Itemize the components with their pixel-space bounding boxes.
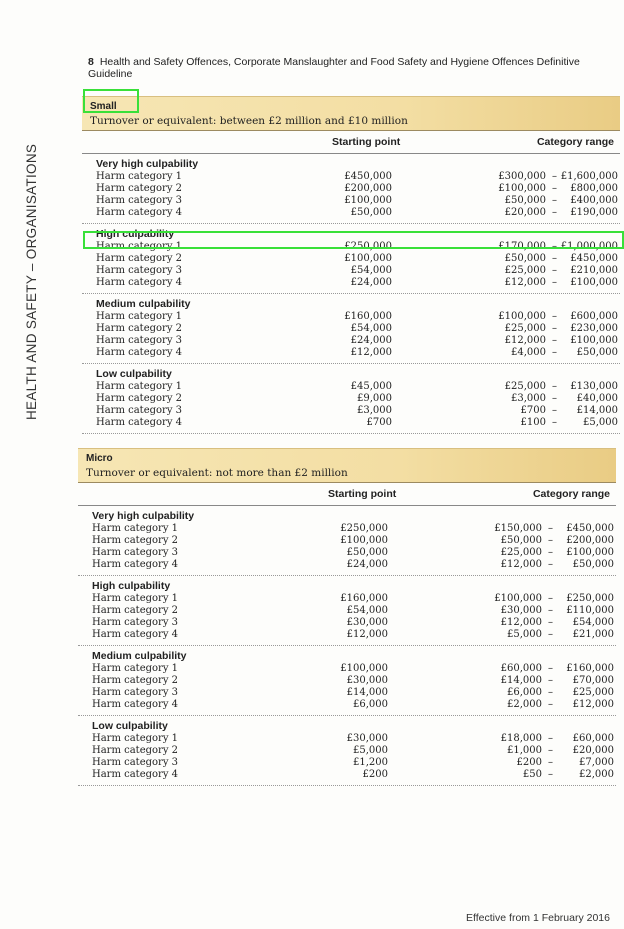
range-dash: – — [548, 523, 553, 534]
harm-category-label: Harm category 2 — [96, 183, 183, 194]
range-high-value: £25,000 — [572, 687, 614, 698]
range-dash: – — [552, 265, 557, 276]
range-high-value: £60,000 — [572, 733, 614, 744]
table-row — [78, 769, 616, 781]
column-header-row — [78, 483, 616, 506]
harm-category-label: Harm category 4 — [92, 629, 179, 640]
culpability-group — [82, 224, 620, 294]
range-high-value: £600,000 — [570, 311, 618, 322]
starting-point-value: £160,000 — [340, 593, 388, 604]
range-high-value: £14,000 — [576, 405, 618, 416]
culpability-title: Very high culpability — [92, 510, 195, 522]
culpability-title: High culpability — [96, 228, 175, 240]
range-low-value: £12,000 — [500, 617, 542, 628]
range-high-value: £450,000 — [566, 523, 614, 534]
starting-point-value: £54,000 — [350, 265, 392, 276]
starting-point-value: £160,000 — [344, 311, 392, 322]
range-dash: – — [548, 593, 553, 604]
range-low-value: £25,000 — [504, 265, 546, 276]
range-high-value: £100,000 — [566, 547, 614, 558]
harm-category-label: Harm category 1 — [96, 311, 183, 322]
starting-point-value: £200,000 — [344, 183, 392, 194]
small-organisation-table — [82, 96, 620, 434]
starting-point-value: £50,000 — [350, 207, 392, 218]
range-low-value: £150,000 — [494, 523, 542, 534]
harm-category-label: Harm category 4 — [96, 277, 183, 288]
range-low-value: £50,000 — [500, 535, 542, 546]
turnover-text: Turnover or equivalent: not more than £2 million — [86, 467, 348, 479]
page-number: 8 — [88, 56, 94, 68]
range-low-value: £300,000 — [498, 171, 546, 182]
range-low-value: £100,000 — [498, 183, 546, 194]
starting-point-value: £100,000 — [344, 253, 392, 264]
range-dash: – — [548, 769, 553, 780]
table-row — [82, 381, 620, 393]
range-low-value: £50,000 — [504, 195, 546, 206]
range-low-value: £3,000 — [511, 393, 546, 404]
range-dash: – — [548, 663, 553, 674]
harm-category-label: Harm category 3 — [92, 757, 179, 768]
starting-point-value: £200 — [362, 769, 388, 780]
harm-category-label: Harm category 1 — [96, 171, 183, 182]
harm-category-label: Harm category 1 — [92, 733, 179, 744]
table-row — [78, 745, 616, 757]
range-dash: – — [548, 605, 553, 616]
starting-point-value: £45,000 — [350, 381, 392, 392]
range-high-value: £160,000 — [566, 663, 614, 674]
harm-category-label: Harm category 2 — [96, 253, 183, 264]
range-low-value: £60,000 — [500, 663, 542, 674]
harm-category-label: Harm category 1 — [92, 593, 179, 604]
range-dash: – — [552, 241, 557, 252]
range-high-value: £54,000 — [572, 617, 614, 628]
table-row — [82, 323, 620, 335]
table-row — [78, 757, 616, 769]
harm-category-label: Harm category 2 — [96, 393, 183, 404]
culpability-group — [78, 716, 616, 786]
range-high-value: £130,000 — [570, 381, 618, 392]
range-low-value: £20,000 — [504, 207, 546, 218]
starting-point-value: £24,000 — [350, 277, 392, 288]
range-dash: – — [552, 171, 557, 182]
size-band — [78, 448, 616, 483]
range-low-value: £14,000 — [500, 675, 542, 686]
harm-category-label: Harm category 2 — [92, 535, 179, 546]
table-row — [78, 535, 616, 547]
range-dash: – — [548, 699, 553, 710]
starting-point-value: £30,000 — [346, 617, 388, 628]
harm-category-label: Harm category 4 — [96, 207, 183, 218]
range-low-value: £25,000 — [504, 381, 546, 392]
range-dash: – — [548, 559, 553, 570]
range-dash: – — [552, 405, 557, 416]
range-high-value: £21,000 — [572, 629, 614, 640]
starting-point-value: £100,000 — [344, 195, 392, 206]
starting-point-value: £9,000 — [357, 393, 392, 404]
harm-category-label: Harm category 2 — [96, 323, 183, 334]
starting-point-value: £700 — [366, 417, 392, 428]
range-high-value: £110,000 — [566, 605, 614, 616]
side-section-label: HEALTH AND SAFETY – ORGANISATIONS — [24, 143, 39, 420]
starting-point-value: £30,000 — [346, 733, 388, 744]
range-low-value: £200 — [516, 757, 542, 768]
range-low-value: £12,000 — [504, 335, 546, 346]
table-row — [78, 663, 616, 675]
table-row — [82, 311, 620, 323]
harm-category-label: Harm category 3 — [92, 687, 179, 698]
table-row — [82, 393, 620, 405]
range-dash: – — [552, 311, 557, 322]
range-dash: – — [552, 381, 557, 392]
range-low-value: £2,000 — [507, 699, 542, 710]
table-row — [78, 547, 616, 559]
range-high-value: £800,000 — [570, 183, 618, 194]
starting-point-value: £450,000 — [344, 171, 392, 182]
range-dash: – — [548, 535, 553, 546]
table-row — [82, 253, 620, 265]
table-row — [82, 171, 620, 183]
range-high-value: £400,000 — [570, 195, 618, 206]
page-header — [88, 56, 624, 80]
culpability-group — [78, 506, 616, 576]
range-low-value: £100,000 — [494, 593, 542, 604]
size-band — [82, 96, 620, 131]
range-low-value: £50 — [522, 769, 542, 780]
starting-point-value: £100,000 — [340, 535, 388, 546]
starting-point-value: £3,000 — [357, 405, 392, 416]
harm-category-label: Harm category 2 — [92, 745, 179, 756]
table-row — [82, 207, 620, 219]
range-high-value: £1,000,000 — [560, 241, 618, 252]
culpability-title: Low culpability — [92, 720, 168, 732]
harm-category-label: Harm category 3 — [92, 547, 179, 558]
culpability-title: Medium culpability — [92, 650, 187, 662]
table-row — [82, 183, 620, 195]
range-dash: – — [552, 347, 557, 358]
table-row — [78, 523, 616, 535]
table-row — [82, 277, 620, 289]
turnover-text: Turnover or equivalent: between £2 million and £10 million — [90, 115, 408, 127]
range-low-value: £30,000 — [500, 605, 542, 616]
range-high-value: £50,000 — [576, 347, 618, 358]
starting-point-value: £12,000 — [350, 347, 392, 358]
table-row — [78, 629, 616, 641]
culpability-group — [82, 154, 620, 224]
table-row — [78, 675, 616, 687]
range-high-value: £12,000 — [572, 699, 614, 710]
range-high-value: £210,000 — [570, 265, 618, 276]
range-high-value: £190,000 — [570, 207, 618, 218]
range-dash: – — [548, 547, 553, 558]
effective-date-footer: Effective from 1 February 2016 — [466, 912, 610, 924]
range-dash: – — [552, 253, 557, 264]
range-dash: – — [548, 629, 553, 640]
harm-category-label: Harm category 1 — [96, 241, 183, 252]
range-low-value: £18,000 — [500, 733, 542, 744]
range-low-value: £1,000 — [507, 745, 542, 756]
harm-category-label: Harm category 4 — [92, 769, 179, 780]
harm-category-label: Harm category 2 — [92, 605, 179, 616]
starting-point-value: £6,000 — [353, 699, 388, 710]
table-row — [78, 733, 616, 745]
guideline-title: Health and Safety Offences, Corporate Manslaughter and Food Safety and Hygiene Offences Definitive Guideline — [88, 56, 580, 80]
range-high-value: £40,000 — [576, 393, 618, 404]
size-title: Micro — [86, 453, 113, 464]
range-low-value: £12,000 — [504, 277, 546, 288]
table-row — [82, 241, 620, 253]
range-high-value: £250,000 — [566, 593, 614, 604]
range-low-value: £50,000 — [504, 253, 546, 264]
range-high-value: £20,000 — [572, 745, 614, 756]
range-high-value: £70,000 — [572, 675, 614, 686]
starting-point-value: £54,000 — [350, 323, 392, 334]
table-row — [78, 617, 616, 629]
table-row — [78, 559, 616, 571]
range-low-value: £100 — [520, 417, 546, 428]
range-dash: – — [552, 207, 557, 218]
range-high-value: £100,000 — [570, 277, 618, 288]
range-low-value: £700 — [520, 405, 546, 416]
range-high-value: £1,600,000 — [560, 171, 618, 182]
range-low-value: £25,000 — [500, 547, 542, 558]
micro-organisation-table — [78, 448, 616, 786]
culpability-title: Low culpability — [96, 368, 172, 380]
culpability-group — [78, 576, 616, 646]
starting-point-value: £24,000 — [350, 335, 392, 346]
starting-point-value: £14,000 — [346, 687, 388, 698]
range-low-value: £25,000 — [504, 323, 546, 334]
range-low-value: £100,000 — [498, 311, 546, 322]
range-low-value: £170,000 — [498, 241, 546, 252]
table-row — [82, 335, 620, 347]
starting-point-value: £12,000 — [346, 629, 388, 640]
starting-point-header: Starting point — [332, 136, 401, 148]
harm-category-label: Harm category 1 — [96, 381, 183, 392]
harm-category-label: Harm category 4 — [92, 699, 179, 710]
table-row — [82, 195, 620, 207]
culpability-title: Medium culpability — [96, 298, 191, 310]
range-dash: – — [552, 335, 557, 346]
range-high-value: £2,000 — [579, 769, 614, 780]
range-high-value: £200,000 — [566, 535, 614, 546]
starting-point-value: £5,000 — [353, 745, 388, 756]
starting-point-value: £30,000 — [346, 675, 388, 686]
range-high-value: £50,000 — [572, 559, 614, 570]
culpability-group — [82, 294, 620, 364]
range-dash: – — [548, 675, 553, 686]
table-row — [82, 347, 620, 359]
starting-point-value: £100,000 — [340, 663, 388, 674]
table-row — [78, 699, 616, 711]
table-row — [82, 265, 620, 277]
range-dash: – — [548, 733, 553, 744]
starting-point-value: £250,000 — [340, 523, 388, 534]
range-high-value: £450,000 — [570, 253, 618, 264]
harm-category-label: Harm category 2 — [92, 675, 179, 686]
range-dash: – — [548, 745, 553, 756]
range-dash: – — [552, 323, 557, 334]
culpability-title: High culpability — [92, 580, 171, 592]
harm-category-label: Harm category 1 — [92, 663, 179, 674]
starting-point-value: £54,000 — [346, 605, 388, 616]
harm-category-label: Harm category 3 — [96, 335, 183, 346]
table-row — [82, 417, 620, 429]
culpability-group — [82, 364, 620, 434]
table-row — [82, 405, 620, 417]
range-low-value: £4,000 — [511, 347, 546, 358]
starting-point-value: £24,000 — [346, 559, 388, 570]
culpability-title: Very high culpability — [96, 158, 199, 170]
range-dash: – — [552, 195, 557, 206]
category-range-header: Category range — [532, 488, 610, 500]
range-high-value: £230,000 — [570, 323, 618, 334]
harm-category-label: Harm category 1 — [92, 523, 179, 534]
starting-point-value: £50,000 — [346, 547, 388, 558]
table-row — [78, 593, 616, 605]
category-range-header: Category range — [536, 136, 614, 148]
culpability-group — [78, 646, 616, 716]
range-high-value: £5,000 — [583, 417, 618, 428]
range-high-value: £100,000 — [570, 335, 618, 346]
harm-category-label: Harm category 4 — [96, 417, 183, 428]
harm-category-label: Harm category 3 — [96, 405, 183, 416]
table-row — [78, 687, 616, 699]
harm-category-label: Harm category 4 — [92, 559, 179, 570]
range-low-value: £6,000 — [507, 687, 542, 698]
range-dash: – — [552, 277, 557, 288]
range-dash: – — [548, 757, 553, 768]
range-high-value: £7,000 — [579, 757, 614, 768]
table-row — [78, 605, 616, 617]
column-header-row — [82, 131, 620, 154]
range-low-value: £5,000 — [507, 629, 542, 640]
harm-category-label: Harm category 4 — [96, 347, 183, 358]
range-dash: – — [552, 183, 557, 194]
harm-category-label: Harm category 3 — [96, 195, 183, 206]
harm-category-label: Harm category 3 — [96, 265, 183, 276]
range-dash: – — [548, 687, 553, 698]
starting-point-value: £250,000 — [344, 241, 392, 252]
range-dash: – — [552, 393, 557, 404]
range-dash: – — [552, 417, 557, 428]
range-low-value: £12,000 — [500, 559, 542, 570]
harm-category-label: Harm category 3 — [92, 617, 179, 628]
starting-point-header: Starting point — [328, 488, 397, 500]
range-dash: – — [548, 617, 553, 628]
size-title: Small — [90, 101, 117, 112]
starting-point-value: £1,200 — [353, 757, 388, 768]
